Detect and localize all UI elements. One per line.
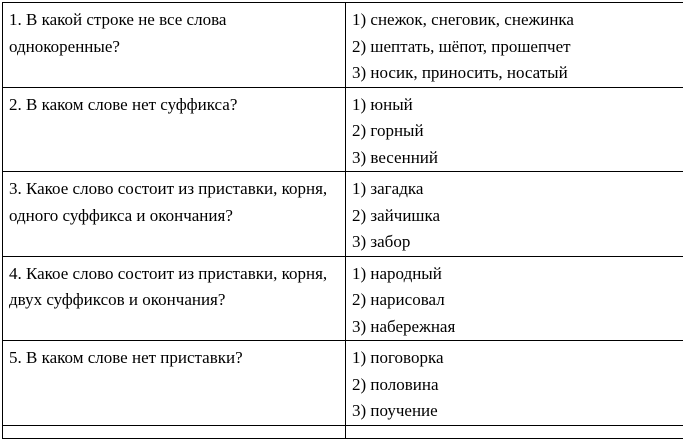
- answer-option: 1) загадка: [352, 176, 683, 203]
- question-text: 5. В каком слове нет приставки?: [9, 345, 339, 372]
- empty-row: [3, 425, 683, 438]
- question-text: 3. Какое слово состоит из приставки, корня, одного суффикса и окончания?: [9, 176, 339, 229]
- answer-option: 1) народный: [352, 261, 683, 288]
- answer-option: 2) половина: [352, 372, 683, 399]
- quiz-table: [2, 2, 683, 439]
- question-cell: [3, 341, 346, 426]
- question-row: [3, 3, 683, 88]
- answer-option: 3) носик, приносить, носатый: [352, 60, 683, 87]
- question-text: 4. Какое слово состоит из приставки, корня, двух суффиксов и окончания?: [9, 261, 339, 314]
- options-cell: [346, 172, 683, 257]
- options-cell: [346, 256, 683, 341]
- question-text: 2. В каком слове нет суффикса?: [9, 92, 339, 119]
- question-row: [3, 87, 683, 172]
- question-cell: [3, 256, 346, 341]
- question-cell: [3, 3, 346, 88]
- answer-option: 1) снежок, снеговик, снежинка: [352, 7, 683, 34]
- answer-option: 2) зайчишка: [352, 203, 683, 230]
- answer-option: 2) шептать, шёпот, прошепчет: [352, 34, 683, 61]
- answer-option: 2) горный: [352, 118, 683, 145]
- answer-option: 3) набережная: [352, 314, 683, 341]
- answer-option: 3) весенний: [352, 145, 683, 172]
- options-cell: [346, 341, 683, 426]
- answer-option: 2) нарисовал: [352, 287, 683, 314]
- question-row: [3, 172, 683, 257]
- empty-cell: [346, 425, 683, 438]
- options-cell: [346, 87, 683, 172]
- empty-cell: [3, 425, 346, 438]
- question-cell: [3, 172, 346, 257]
- answer-option: 3) забор: [352, 229, 683, 256]
- question-text: 1. В какой строке не все слова однокоренные?: [9, 7, 339, 60]
- options-cell: [346, 3, 683, 88]
- question-row: [3, 341, 683, 426]
- answer-option: 1) поговорка: [352, 345, 683, 372]
- answer-option: 3) поучение: [352, 398, 683, 425]
- question-row: [3, 256, 683, 341]
- question-cell: [3, 87, 346, 172]
- answer-option: 1) юный: [352, 92, 683, 119]
